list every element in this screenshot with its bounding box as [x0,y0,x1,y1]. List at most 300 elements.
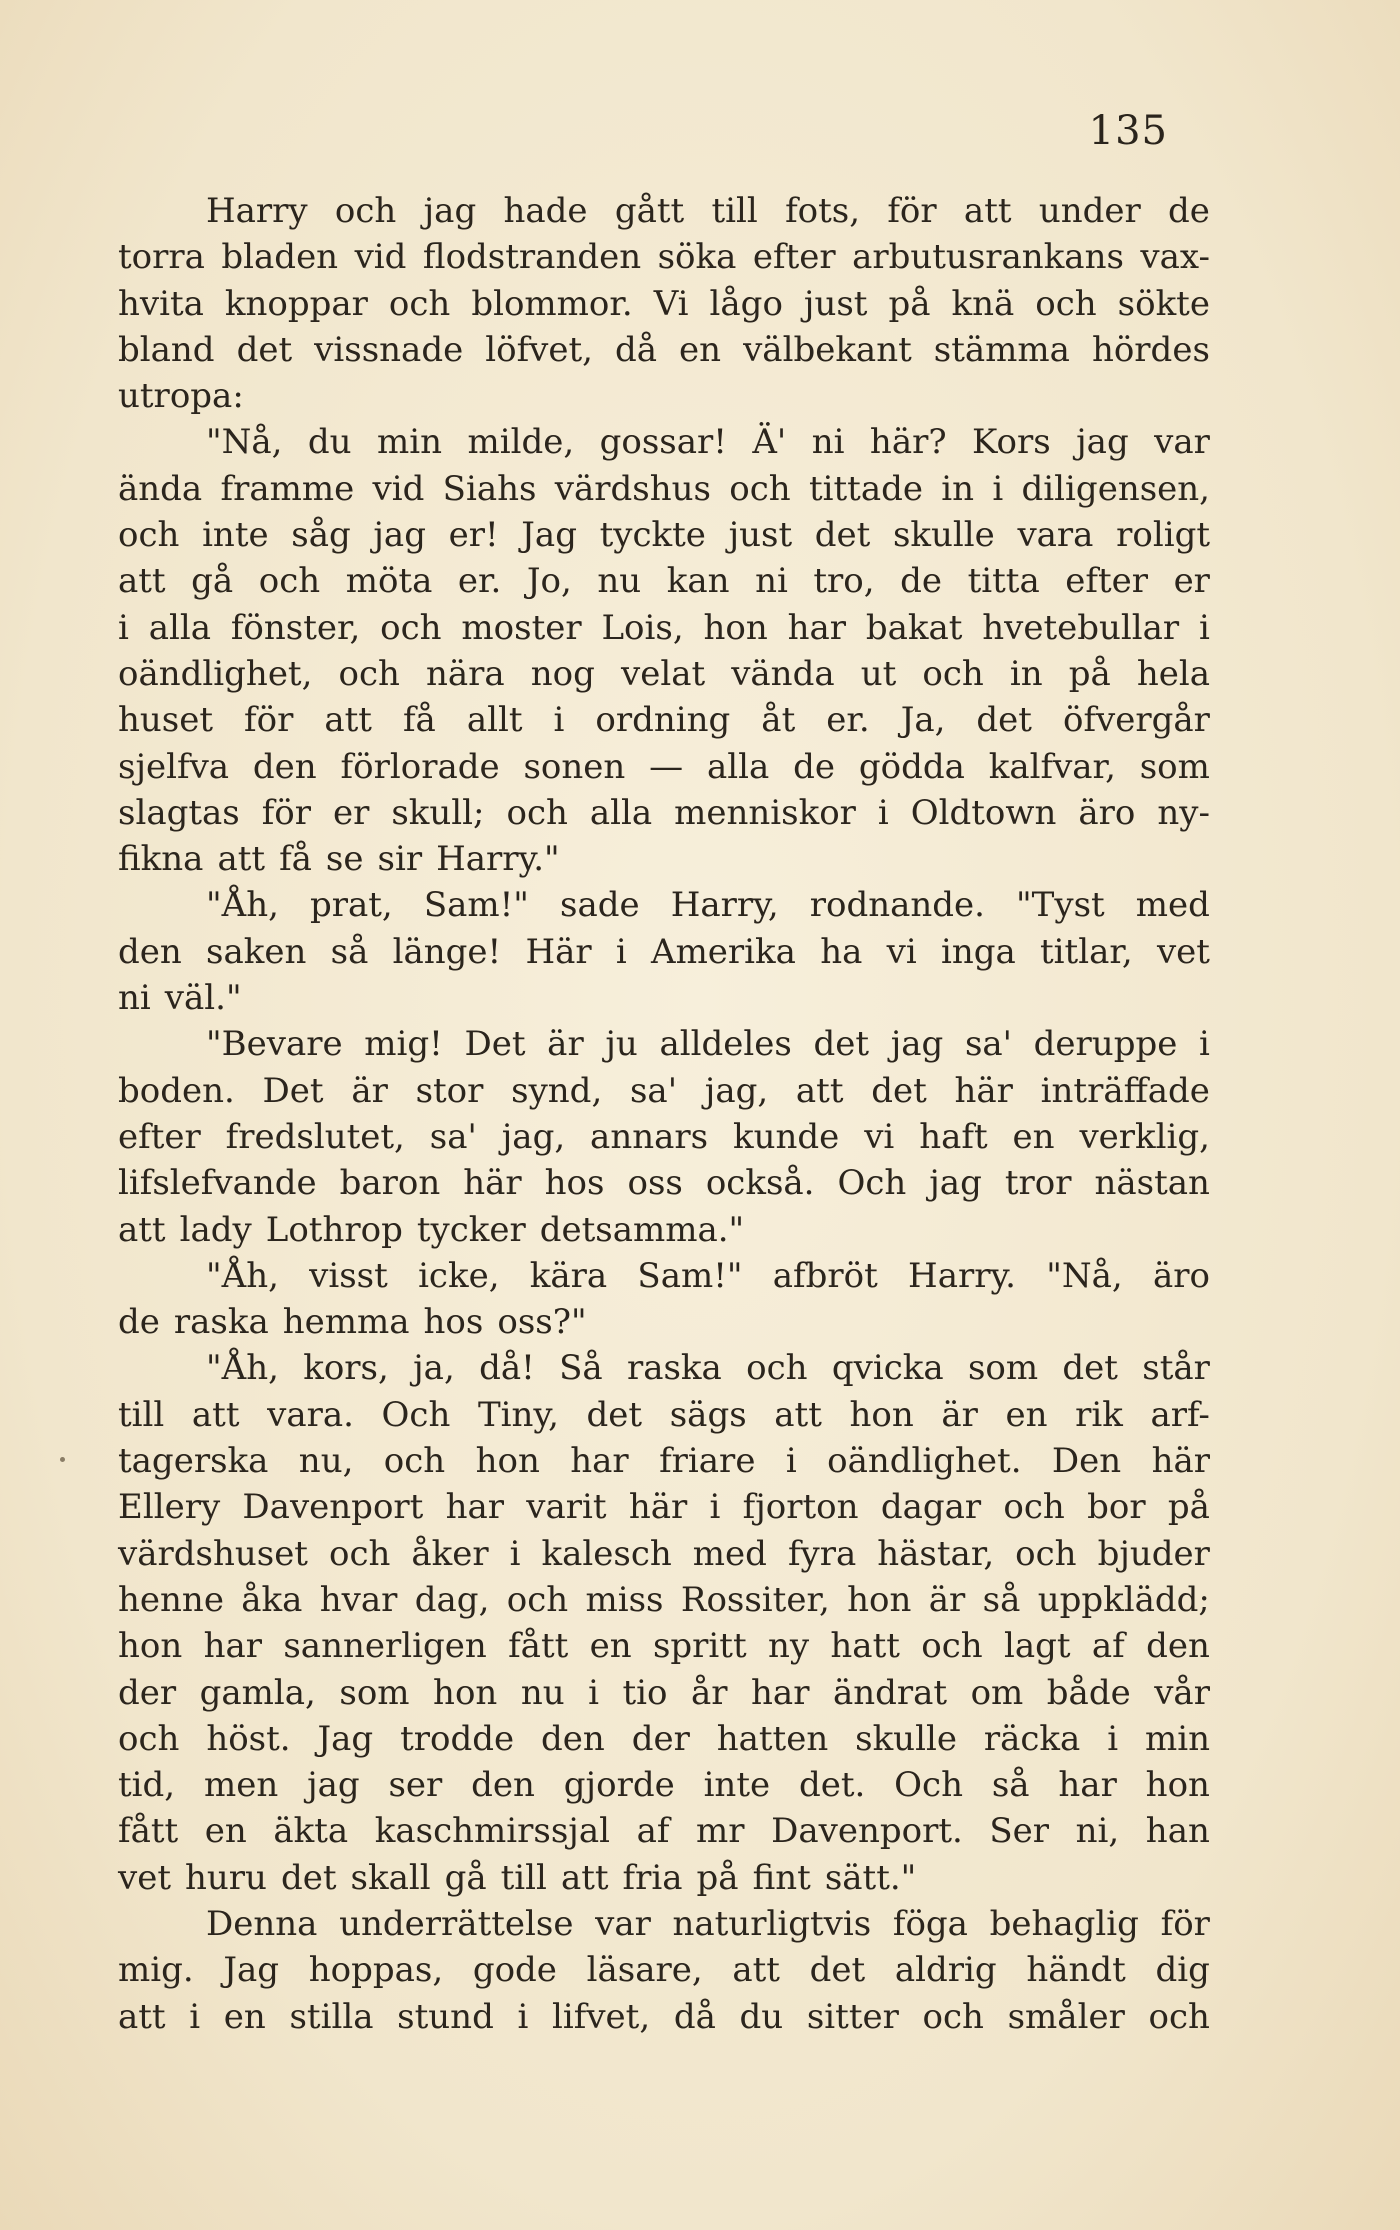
word: åt [761,700,796,741]
word: höst. [206,1718,291,1759]
word: knoppar [224,283,368,324]
text-line [118,1114,1210,1160]
word: Davenport [242,1487,424,1528]
word: Harry, [670,885,779,926]
word: mig. [118,1950,194,1991]
word: Vi [653,283,689,324]
word: nu, [298,1441,354,1482]
word: hade [503,191,588,231]
text-line [118,1716,1210,1762]
word: gått [614,191,685,231]
word: oss [627,1163,683,1204]
word: med [1135,885,1210,926]
word: menniskor [674,792,856,833]
word: hon [118,1626,183,1667]
word: var [1154,422,1210,463]
word: i [517,1996,529,2037]
word: hon [433,1672,498,1713]
word: då! [479,1348,535,1389]
word: få [402,700,436,741]
word: min [1144,1718,1210,1759]
word: gode [472,1950,557,1991]
word: också. [705,1163,815,1204]
word: har [751,1672,810,1713]
word: gå [444,1857,487,1898]
word: att [774,1394,822,1435]
word: bakat [865,607,963,648]
word: här [628,1487,688,1528]
word: få [279,839,312,880]
word: tagerska [118,1441,269,1482]
word: sonen [523,746,626,787]
word: kaschmirssjal [374,1811,610,1852]
word: och [729,468,791,509]
word: öfvergår [1062,700,1210,741]
word: "Åh, [206,885,279,926]
text-line [118,1484,1210,1530]
word: det [586,1394,643,1435]
word: så [330,931,369,972]
word: ni [755,561,788,602]
text-line [118,790,1210,836]
word: tittade [808,468,923,509]
word: och [1015,1533,1077,1574]
word: nästan [1094,1163,1210,1204]
word: hon [849,1394,914,1435]
word: tror [1004,1163,1072,1204]
word: in [1009,653,1043,694]
word: välbekant [743,329,912,370]
word: mr [696,1811,745,1852]
word: småler [1007,1996,1125,2037]
word: han [1145,1811,1210,1852]
word: roligt [1116,515,1210,556]
word: den [118,931,182,972]
word: "Nå, [206,422,283,463]
text-line [118,1068,1210,1114]
word: och [1035,283,1097,324]
word: afbröt [772,1255,878,1296]
word: i [189,1996,201,2037]
text-line [118,234,1210,280]
word: i [118,607,129,648]
word: se [325,839,364,880]
text-line [118,1947,1210,1993]
word: kära [529,1255,608,1296]
word: hästar, [877,1533,995,1574]
word: dag, [414,1579,490,1620]
word: gödda [858,746,965,787]
word: fjorton [742,1487,859,1528]
word: äro [1152,1255,1210,1296]
word: jag [929,1163,982,1204]
word: Lois, [601,607,684,648]
word: lagt [1003,1626,1071,1667]
word: arbutusrankans [852,237,1124,278]
word: dig [1155,1950,1210,1991]
word: gjorde [563,1765,675,1806]
word: jag [890,1024,944,1065]
text-line [118,1021,1210,1067]
word: är [547,1024,584,1065]
word: är [941,1394,978,1435]
word: efter [752,237,836,278]
word: löfvet, [485,329,593,370]
text-line [118,373,1210,419]
word: i [615,931,627,972]
word: inga [940,931,1016,972]
word: "Åh, [206,1348,279,1389]
word: att [963,191,1012,231]
word: Oldtown [910,792,1057,833]
text-line [118,1207,1210,1253]
word: hon [1145,1765,1210,1806]
word: och [334,191,397,231]
word: i [877,792,889,833]
word: och [383,1441,446,1482]
word: och [506,1579,569,1620]
word: läsare, [586,1950,703,1991]
word: möta [345,561,433,602]
text-line [118,1253,1210,1299]
word: inte [703,1765,771,1806]
word: men [203,1765,279,1806]
word: på [888,283,931,324]
word: milde, [467,422,575,463]
word: de [900,561,943,602]
word: Amerika [651,931,796,972]
word: i [1199,607,1210,648]
word: att [118,1209,166,1250]
word: bor [1087,1487,1146,1528]
word: visst [309,1255,388,1296]
word: dagar [880,1487,982,1528]
word: här [954,1070,1013,1111]
word: väl." [164,978,242,1019]
text-line [118,1808,1210,1854]
word: till [711,191,758,231]
word: under [1038,191,1141,231]
word: boden. [118,1070,235,1111]
word: der [631,1718,690,1759]
word: af [1091,1626,1125,1667]
word: såg [291,515,351,556]
word: åka [241,1579,303,1620]
word: spritt [652,1626,747,1667]
word: hördes [1091,329,1210,370]
text-line [118,281,1210,327]
word: det [814,515,871,556]
word: att [118,561,166,602]
word: sa' [629,1070,678,1111]
word: naturligtvis [672,1903,872,1944]
word: då [614,329,658,370]
word: år [691,1672,728,1713]
word: er. [826,700,870,741]
word: slagtas [118,792,240,833]
word: Rossiter, [680,1579,830,1620]
word: kunde [733,1116,840,1157]
word: titta [967,561,1040,602]
word: en [204,1811,247,1852]
word: lågo [709,283,783,324]
word: och [118,515,180,556]
word: ni [811,422,845,463]
text-line [118,1994,1210,2040]
word: söka [657,237,737,278]
word: vara. [267,1394,354,1435]
word: här [463,1163,522,1204]
word: tyckte [599,515,706,556]
word: nog [530,653,595,694]
text-line [118,1762,1210,1808]
word: så [982,1579,1021,1620]
word: till [118,1394,165,1435]
word: blommor. [471,283,633,324]
word: Tiny, [477,1394,559,1435]
word: raska [626,1348,722,1389]
text-line [118,975,1210,1021]
word: vi [886,931,917,972]
word: trodde [400,1718,515,1759]
word: titlar, [1040,931,1133,972]
word: som [1139,746,1210,787]
word: äkta [273,1811,349,1852]
word: sade [560,885,640,926]
word: stämma [933,329,1070,370]
word: att [795,1070,844,1111]
word: ja, [413,1348,455,1389]
word: hos [423,1302,484,1343]
word: in [941,468,975,509]
word: friare [659,1441,756,1482]
word: och [746,1348,808,1389]
word: skall [350,1857,431,1898]
word: ordning [595,700,731,741]
word: — [649,746,684,787]
word: stor [415,1070,484,1111]
word: alldeles [659,1024,792,1065]
word: att [217,839,266,880]
word: oss?" [497,1302,587,1343]
word: har [1058,1765,1117,1806]
word: ändrat [832,1672,948,1713]
word: vet [1156,931,1210,972]
word: på [1068,653,1111,694]
word: verklig, [1079,1116,1210,1157]
word: gossar! [599,422,727,463]
text-line [118,1531,1210,1577]
word: behaglig [989,1903,1139,1944]
word: den [541,1718,605,1759]
word: hos [544,1163,605,1204]
word: Denna [206,1903,318,1944]
word: skulle [892,515,995,556]
word: för [1160,1903,1210,1944]
word: fint [752,1857,811,1898]
word: att [118,1996,166,2037]
word: Sam!" [423,885,529,926]
word: de [793,746,836,787]
text-line [118,188,1210,234]
word: aldrig [894,1950,997,1991]
word: saken [206,931,307,972]
word: jag [1076,422,1129,463]
text-line [118,836,1210,882]
word: den [1146,1626,1210,1667]
word: och [1148,1996,1210,2037]
word: hvita [118,283,204,324]
word: vet [118,1857,171,1898]
word: en [1005,1394,1048,1435]
word: föga [892,1903,968,1944]
text-line [118,929,1210,975]
word: er [1173,561,1210,602]
word: velat [620,653,706,694]
word: stund [397,1996,494,2037]
word: vid [354,237,407,278]
word: Jag [317,1718,374,1759]
word: fikna [118,839,204,880]
word: vissnade [314,329,464,370]
text-line [118,1392,1210,1438]
word: i [785,1441,797,1482]
word: diligensen, [1021,468,1210,509]
word: rodnande. [809,885,985,926]
text-line [118,882,1210,928]
text-line [118,558,1210,604]
word: med [692,1533,767,1574]
word: "Nå, [1046,1255,1123,1296]
word: du [307,422,352,463]
word: Och [381,1394,451,1435]
word: och [118,1718,180,1759]
word: det [236,329,293,370]
text-line [118,466,1210,512]
word: bjuder [1097,1533,1210,1574]
word: Ellery [118,1487,221,1528]
word: "Åh, [206,1255,279,1296]
word: för [244,700,294,741]
text-line [118,419,1210,465]
text-line [118,1299,1210,1345]
word: vara [1017,515,1094,556]
word: jag, [704,1070,769,1111]
word: uppklädd; [1037,1579,1210,1620]
word: ny [767,1626,810,1667]
word: vax- [1140,237,1210,278]
text-line [118,651,1210,697]
word: bland [118,329,215,370]
word: jag [423,191,477,231]
word: ha [820,931,863,972]
word: oändlighet. [827,1441,1022,1482]
word: tid, [118,1765,176,1806]
word: är [928,1579,966,1620]
word: efter [118,1116,201,1157]
word: i [1199,1024,1210,1065]
word: kalesch [541,1533,672,1574]
word: ju [605,1024,638,1065]
word: allt [466,700,523,741]
word: hon [703,607,768,648]
word: då [673,1996,716,2037]
word: synd, [511,1070,603,1111]
word: flodstranden [422,237,642,278]
word: torra [118,237,205,278]
word: vår [1154,1672,1210,1713]
word: jag [307,1765,360,1806]
word: underrättelse [339,1903,574,1944]
text-line [118,1855,1210,1901]
word: händt [1026,1950,1126,1991]
word: huru [185,1857,267,1898]
word: icke, [418,1255,500,1296]
word: Och [894,1765,963,1806]
word: efter [1065,561,1149,602]
word: jag [373,515,426,556]
word: här? [869,422,947,463]
word: inträffade [1040,1070,1210,1111]
word: det [813,1024,870,1065]
word: skulle [855,1718,957,1759]
word: och [380,607,442,648]
word: är [351,1070,388,1111]
word: Lothrop [265,1209,403,1250]
word: värdshus [554,468,711,509]
word: hatten [716,1718,829,1759]
word: gå [191,561,234,602]
word: värdshuset [118,1533,308,1574]
word: fyra [787,1533,857,1574]
word: som [967,1348,1039,1389]
word: i [1107,1718,1119,1759]
word: det [809,1950,866,1991]
word: deruppe [1033,1024,1178,1065]
word: fots, [785,191,861,231]
word: i [553,700,565,741]
word: Ja, [900,700,946,741]
text-line [118,1623,1210,1669]
word: så [991,1765,1030,1806]
text-line [118,1345,1210,1391]
word: skull; [391,792,485,833]
word: har [203,1626,263,1667]
word: bladen [221,237,339,278]
word: nu [597,561,642,602]
word: sannerligen [283,1626,487,1667]
word: och [506,792,568,833]
word: Jag [521,515,577,556]
word: hon [847,1579,912,1620]
word: alla [706,746,770,787]
word: har [570,1441,629,1482]
word: Och [837,1163,907,1204]
text-line [118,512,1210,558]
word: för [261,792,312,833]
word: ut [860,653,897,694]
word: och [388,283,451,324]
word: er! [448,515,499,556]
word: fönster, [230,607,361,648]
word: tio [622,1672,668,1713]
word: ny- [1157,792,1210,833]
word: sökte [1117,283,1210,324]
word: annars [590,1116,709,1157]
word: var [595,1903,651,1944]
word: och [922,653,984,694]
word: i [588,1672,599,1713]
